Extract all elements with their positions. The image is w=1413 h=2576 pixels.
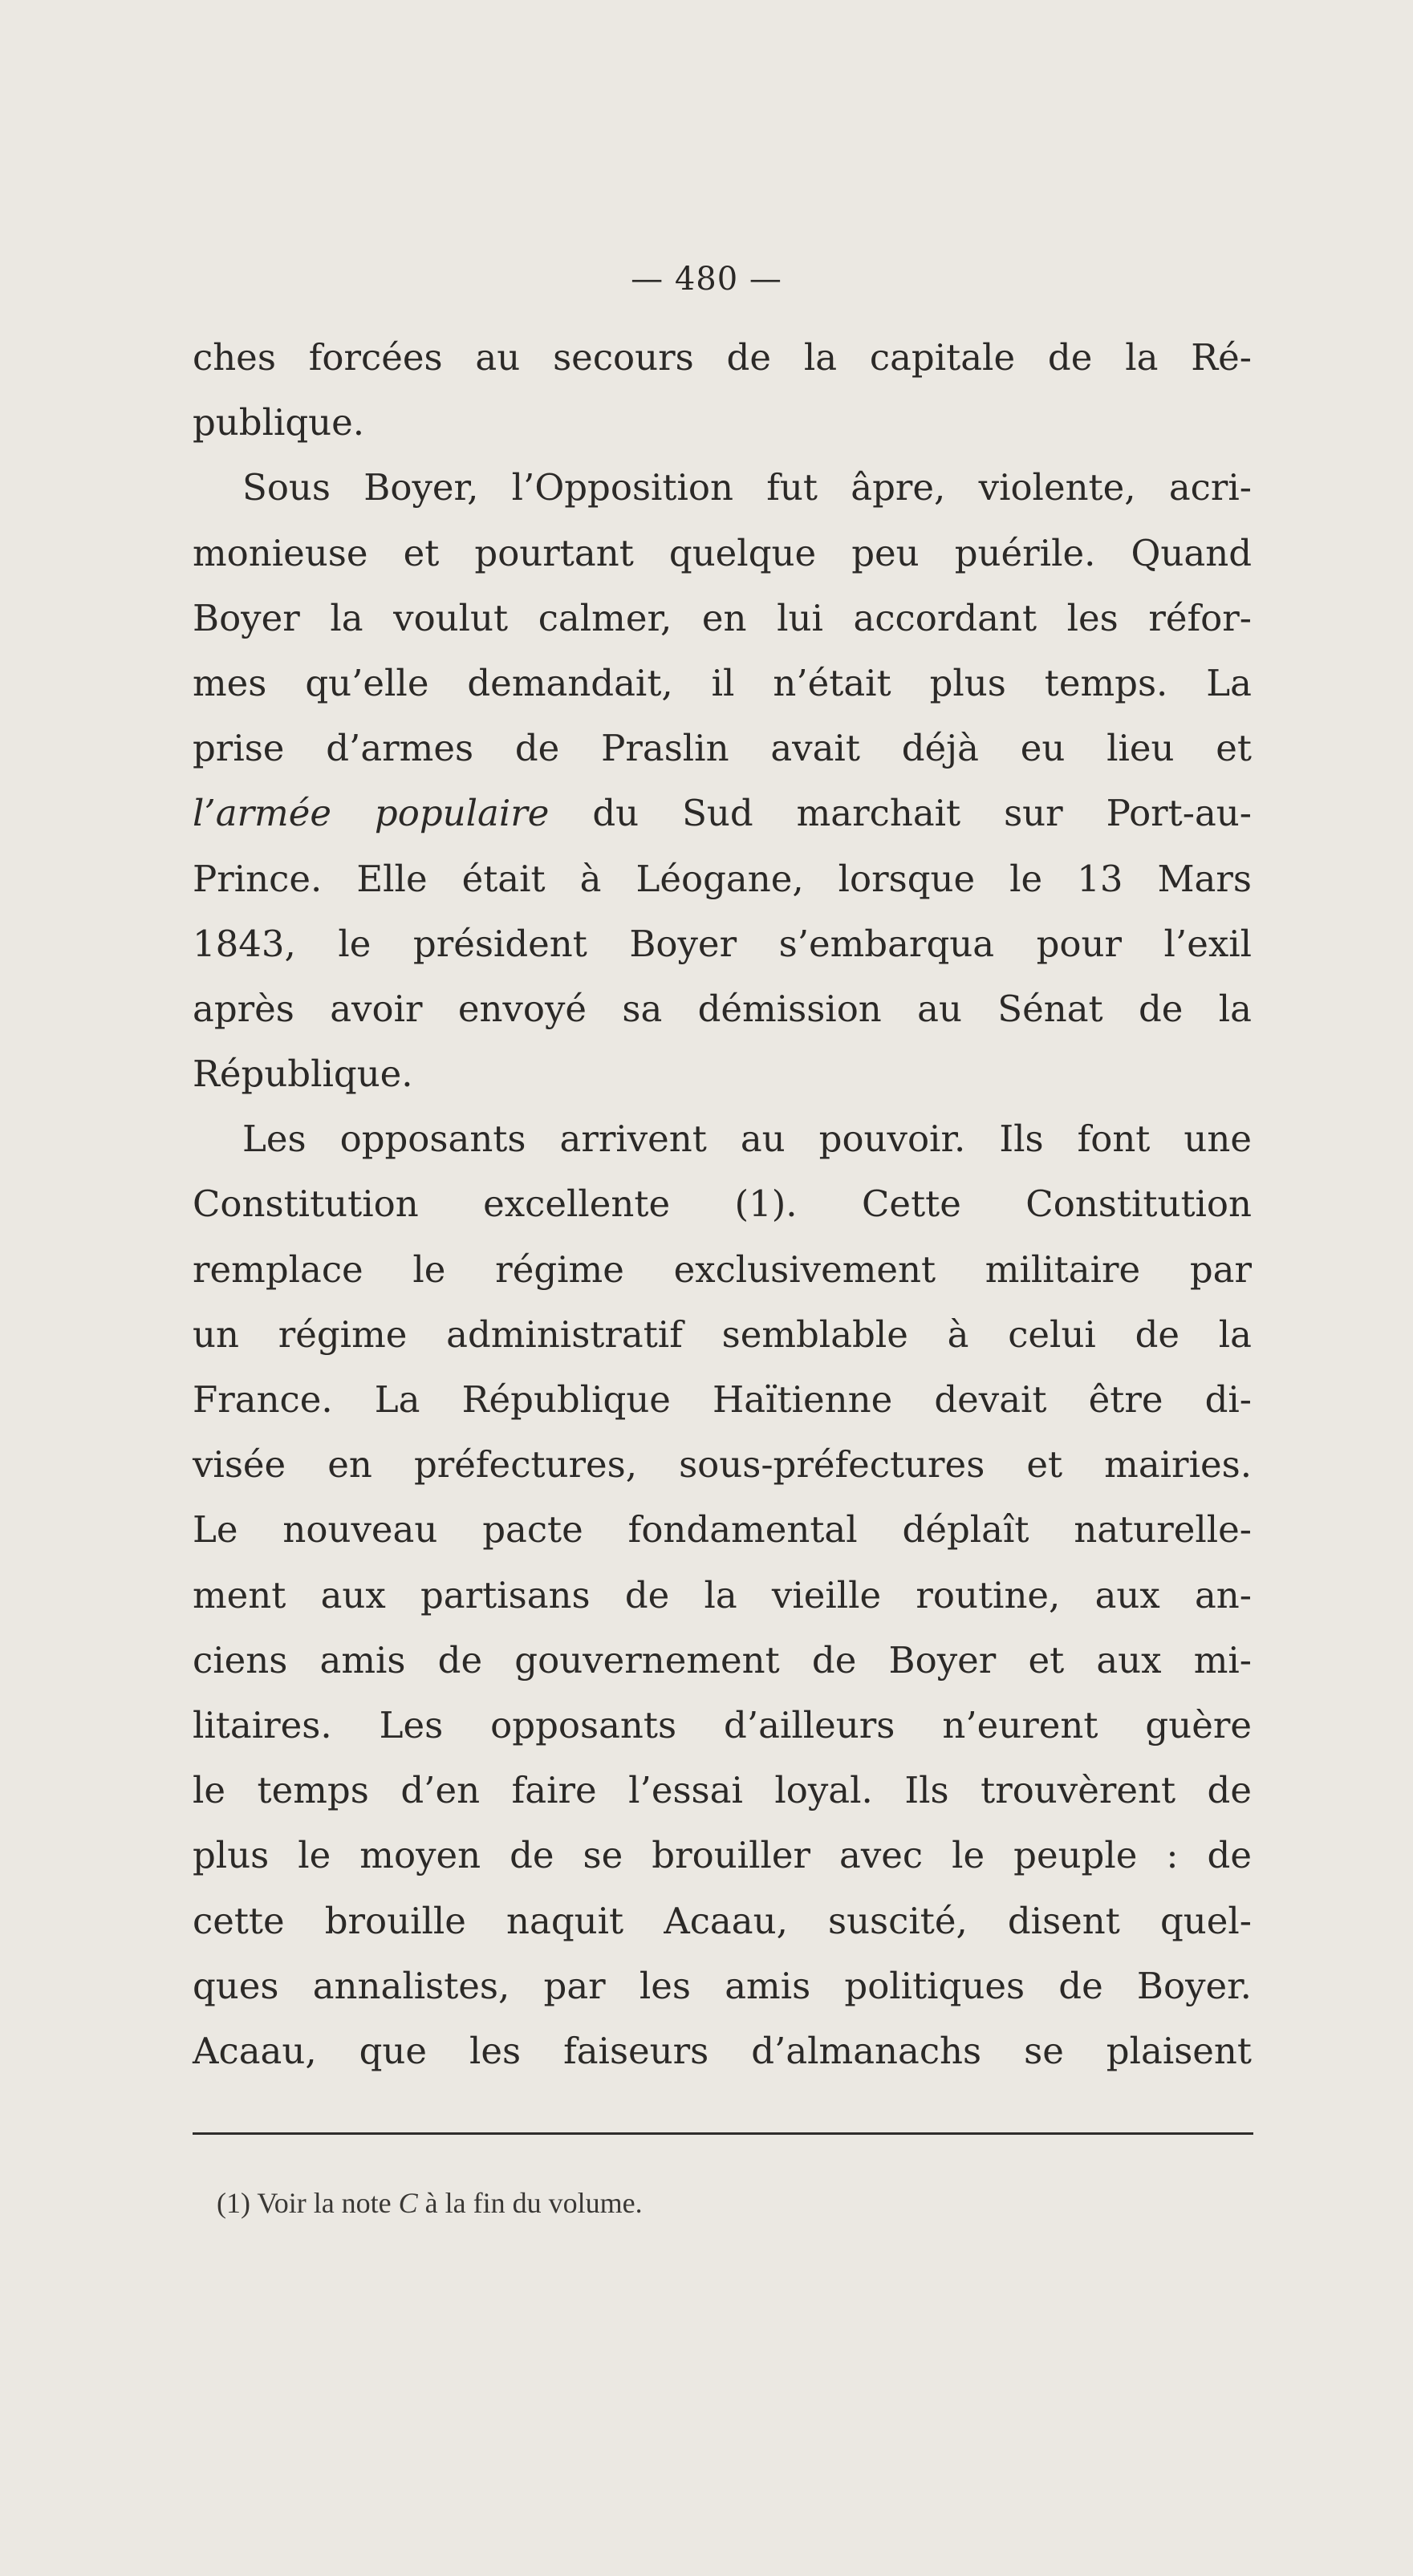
text-line: le temps d’en faire l’essai loyal. Ils trouvèrent de [193,1769,1252,1812]
text-line: Boyer la voulut calmer, en lui accordant les réfor- [193,596,1252,639]
text-line: visée en préfectures, sous-préfectures et mairies. [193,1443,1252,1487]
text-line: Acaau, que les faiseurs d’almanachs se plaisent [193,2029,1252,2072]
text-line: remplace le régime exclusivement militaire par [193,1247,1252,1291]
footnote-text-end: à la fin du volume. [424,2187,643,2219]
text-line: Le nouveau pacte fondamental déplaît naturelle- [193,1508,1252,1552]
text-line: 1843, le président Boyer s’embarqua pour l’exil [193,922,1252,965]
text-line: Les opposants arrivent au pouvoir. Ils font une [242,1118,1252,1161]
text-line: République. [193,1053,413,1096]
text-line: litaires. Les opposants d’ailleurs n’eurent guère [193,1703,1252,1746]
footnote [217,2186,643,2220]
text-line: ciens amis de gouvernement de Boyer et aux mi- [193,1638,1252,1681]
text-line: Prince. Elle était à Léogane, lorsque le 13 Mars [193,857,1252,900]
main-text [193,325,1252,2083]
footnote-divider [193,2132,1253,2135]
text-fragment: du Sud marchait sur Port-au- [592,792,1252,835]
text-line: plus le moyen de se brouiller avec le peuple : de [193,1834,1252,1877]
text-line: ches forcées au secours de la capitale de la Ré- [193,336,1252,379]
page-number: — 480 — [631,261,782,298]
footnote-reference: C [398,2187,418,2219]
text-line: après avoir envoyé sa démission au Sénat de la [193,987,1252,1030]
text-line: Sous Boyer, l’Opposition fut âpre, violente, acri- [242,466,1252,509]
footnote-marker: (1) [217,2187,250,2219]
text-line: cette brouille naquit Acaau, suscité, disent quel- [193,1899,1252,1942]
text-line: un régime administratif semblable à celui de la [193,1312,1252,1356]
emphasis-text: l’armée populaire [193,792,550,835]
text-line: monieuse et pourtant quelque peu puérile. Quand [193,531,1252,574]
text-line: France. La République Haïtienne devait être di- [193,1378,1252,1421]
footnote-text: Voir la note [257,2187,392,2219]
text-line: mes qu’elle demandait, il n’était plus temps. La [193,661,1252,704]
text-line: Constitution excellente (1). Cette Constitution [193,1183,1252,1226]
text-line: prise d’armes de Praslin avait déjà eu lieu et [193,727,1252,770]
text-line [193,781,1252,846]
text-line: ment aux partisans de la vieille routine, aux an- [193,1573,1252,1617]
text-line: publique. [193,401,365,444]
text-line: ques annalistes, par les amis politiques de Boyer. [193,1964,1252,2007]
